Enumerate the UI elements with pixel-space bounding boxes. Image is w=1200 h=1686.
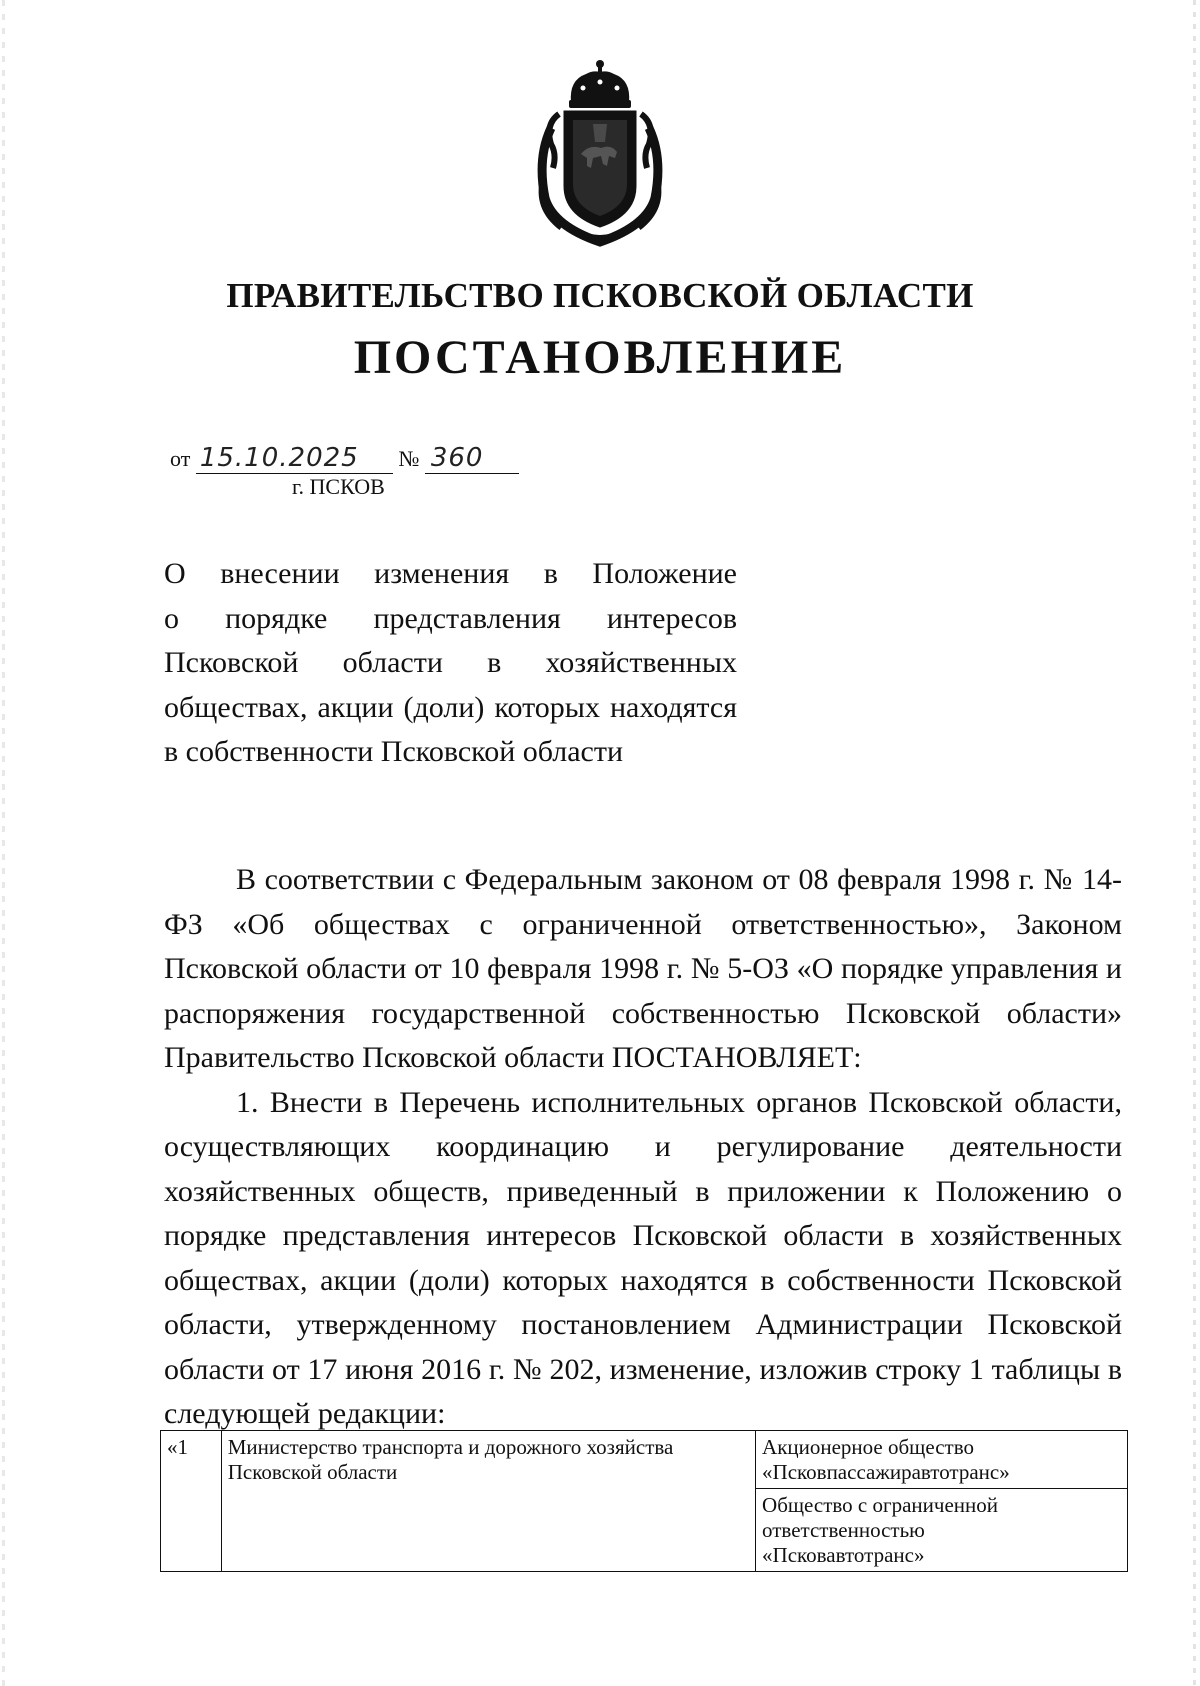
- government-title: ПРАВИТЕЛЬСТВО ПСКОВСКОЙ ОБЛАСТИ: [226, 276, 974, 315]
- document-type-title: ПОСТАНОВЛЕНИЕ: [353, 331, 847, 384]
- body-paragraph: В соответствии с Федеральным законом от 08 февраля 1998 г. № 14-ФЗ «Об обществах с ограниченной ответственностью», Законом Псковской области от 10 февраля 1998 г. № 5-ОЗ «О порядке управления и распоряжения государственной собственностью Псковской области» Правительство Псковской области ПОСТАНОВЛЯЕТ:: [164, 863, 1122, 1074]
- date-number-line: [170, 443, 519, 474]
- table-cell-row-number: «1: [161, 1431, 222, 1572]
- scan-edge-right: [1193, 0, 1196, 1686]
- subject-line: о порядке представления интересов: [164, 601, 737, 635]
- subject-line: обществах, акции (доли) которых находятся: [164, 690, 737, 724]
- amendment-table: [160, 1430, 1128, 1572]
- scan-edge-left: [2, 0, 5, 1686]
- date-prefix: от: [170, 446, 191, 471]
- table-cell-ministry: Министерство транспорта и дорожного хозяйства Псковской области: [221, 1431, 755, 1572]
- handwritten-date: 15.10.2025: [199, 443, 359, 473]
- table-cell-company: [756, 1489, 1128, 1572]
- subject-line: в собственности Псковской области: [164, 735, 624, 768]
- date-field: [196, 443, 393, 474]
- body-paragraph: 1. Внести в Перечень исполнительных органов Псковской области, осуществляющих координацию и регулирование деятельности хозяйственных обществ, приведенный в приложении к Положению о порядке представления интересов Псковской области в хозяйственных обществах, акции (доли) которых находятся в собственности Псковской области, утвержденному постановлением Администрации Псковской области от 17 июня 2016 г. № 202, изменение, изложив строку 1 таблицы в следующей редакции:: [164, 1085, 1122, 1430]
- number-field: [425, 443, 519, 474]
- company-line: ответственностью: [762, 1518, 925, 1542]
- company-line: «Псковавтотранс»: [762, 1543, 925, 1567]
- company-line: Общество с ограниченной: [762, 1493, 998, 1517]
- document-subject: [164, 552, 737, 775]
- pskov-coat-of-arms-icon: [531, 58, 669, 248]
- number-prefix: №: [398, 446, 420, 471]
- document-body: [164, 858, 1122, 1437]
- handwritten-number: 360: [430, 443, 484, 473]
- table-cell-company: Акционерное общество «Псковпассажиравтотранс»: [756, 1431, 1128, 1489]
- subject-line: О внесении изменения в Положение: [164, 557, 737, 590]
- table-row: [161, 1431, 1128, 1489]
- subject-line: Псковской области в хозяйственных: [164, 646, 737, 679]
- city-label: г. ПСКОВ: [292, 474, 385, 499]
